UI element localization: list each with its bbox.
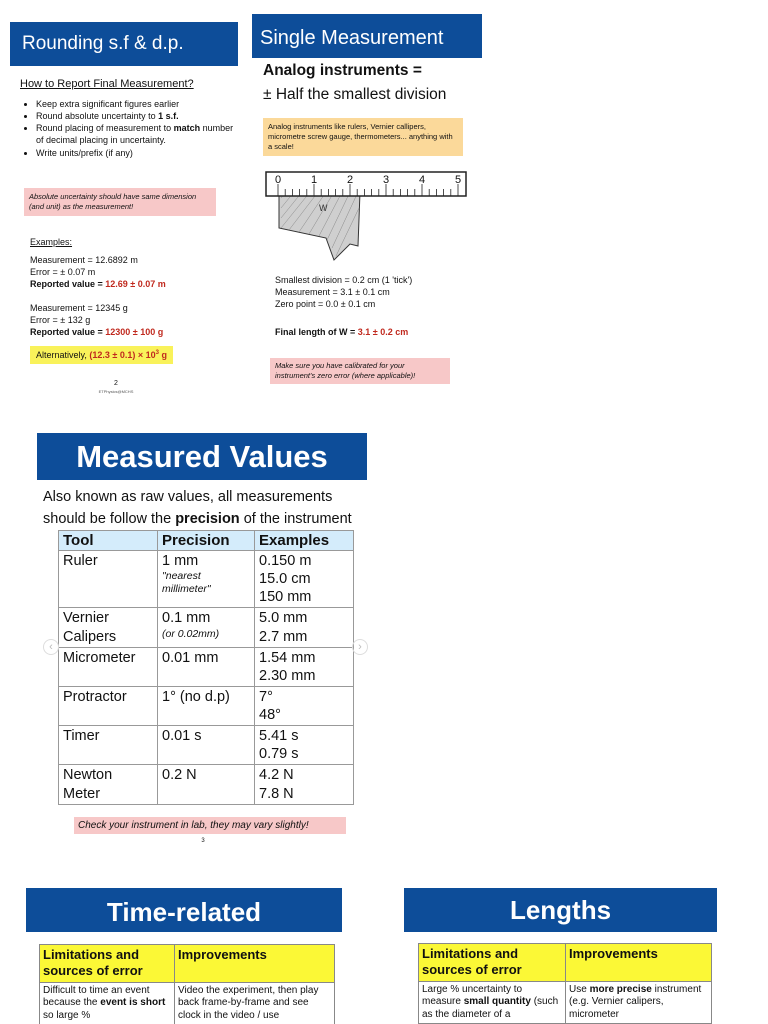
chevron-right-icon[interactable]: › xyxy=(352,639,368,655)
lengths-table xyxy=(418,943,712,1024)
ruler-tick-label: 3 xyxy=(383,174,390,186)
example-1: Measurement = 12.6892 m Error = ± 0.07 m Reported value = 12.69 ± 0.07 m xyxy=(30,255,166,290)
rounding-note: Absolute uncertainty should have same dimension (and unit) as the measurement! xyxy=(24,188,216,216)
ruler-diagram xyxy=(264,168,480,268)
alternative-box: Alternatively, $(12.3 \pm 0.1) \times 10^3$ g xyxy=(30,346,173,364)
table-row: Timer 0.01 s 5.41 s 0.79 s xyxy=(59,726,354,765)
single-sub1: Analog instruments = xyxy=(263,62,422,79)
single-final: Final length of W = 3.1 ± 0.2 cm xyxy=(275,327,409,337)
lengths-slide xyxy=(404,888,717,1024)
ruler-tick-label: 5 xyxy=(455,174,462,186)
ruler-tick-label: 1 xyxy=(311,174,318,186)
time-header-limitations: Limitations and sources of error xyxy=(40,945,175,983)
measured-intro: Also known as raw values, all measurements should be follow the precision of the instrument xyxy=(43,489,352,527)
bullet-item: • Keep extra significant figures earlier xyxy=(36,98,236,110)
bullet-item: • Write units/prefix (if any) xyxy=(36,147,236,159)
table-row: Ruler 1 mm "nearest millimeter" 0.150 m 15.0 cm 150 mm xyxy=(59,551,354,608)
ruler-tick-label: 2 xyxy=(347,174,354,186)
table-row: Difficult to time an event because the event is short so large % Video the experiment, then play back frame-by-frame and see clock in the video / use xyxy=(40,982,335,1024)
examples-heading: Examples: xyxy=(30,237,73,247)
single-title: Single Measurement xyxy=(252,14,482,58)
time-header-improvements: Improvements xyxy=(175,945,335,983)
single-results: Smallest division = 0.2 cm (1 'tick') Measurement = 3.1 ± 0.1 cm Zero point = 0.0 ± 0.1 cm xyxy=(275,275,413,310)
measured-title: Measured Values xyxy=(37,433,367,480)
rounding-bullets xyxy=(22,98,236,159)
header-tool: Tool xyxy=(59,531,158,551)
time-title: Time-related xyxy=(26,888,342,932)
bullet-item: • Round absolute uncertainty to 1 s.f. xyxy=(36,110,236,122)
table-row: Newton Meter 0.2 N 4.2 N 7.8 N xyxy=(59,765,354,804)
measured-values-slide xyxy=(36,432,370,852)
table-row: Micrometer 0.01 mm 1.54 mm 2.30 mm xyxy=(59,647,354,686)
chevron-left-icon[interactable]: ‹ xyxy=(43,639,59,655)
table-row: Protractor 1° (no d.p) 7° 48° xyxy=(59,686,354,725)
example-2: Measurement = 12345 g Error = ± 132 g Reported value = 12300 ± 100 g xyxy=(30,303,164,338)
rounding-footer: ETPhysics@MCHS xyxy=(98,389,134,394)
time-related-slide xyxy=(26,888,342,1024)
measured-check-note: Check your instrument in lab, they may vary slightly! xyxy=(74,817,346,834)
object-w-label: W xyxy=(319,203,328,213)
lengths-header-improvements: Improvements xyxy=(566,944,712,982)
lengths-header-limitations: Limitations and sources of error xyxy=(419,944,566,982)
lengths-title: Lengths xyxy=(404,888,717,932)
single-measurement-slide xyxy=(250,10,482,400)
header-precision: Precision xyxy=(158,531,255,551)
ruler-tick-label: 0 xyxy=(275,174,282,186)
single-note: Analog instruments like rulers, Vernier callipers, micrometre screw gauge, thermometers... anything with a scale! xyxy=(263,118,463,156)
rounding-heading: How to Report Final Measurement? xyxy=(20,78,194,90)
precision-table xyxy=(58,530,354,805)
header-examples: Examples xyxy=(255,531,354,551)
single-warning: Make sure you have calibrated for your instrument's zero error (where applicable)! xyxy=(270,358,450,384)
measured-page-number: 3 xyxy=(201,838,205,844)
ruler-tick-label: 4 xyxy=(419,174,426,186)
table-row: Large % uncertainty to measure small quantity (such as the diameter of a Use more precise instrument (e.g. Vernier calipers, micrometer xyxy=(419,981,712,1024)
single-sub2: ± Half the smallest division xyxy=(263,86,447,103)
time-table xyxy=(39,944,335,1024)
rounding-title: Rounding s.f & d.p. xyxy=(10,22,238,66)
table-row: Vernier Calipers 0.1 mm (or 0.02mm) 5.0 mm 2.7 mm xyxy=(59,608,354,647)
rounding-page-number: 2 xyxy=(114,380,118,387)
rounding-slide xyxy=(8,10,240,400)
bullet-item: • Round placing of measurement to match number of decimal placing in uncertainty. xyxy=(36,122,236,146)
